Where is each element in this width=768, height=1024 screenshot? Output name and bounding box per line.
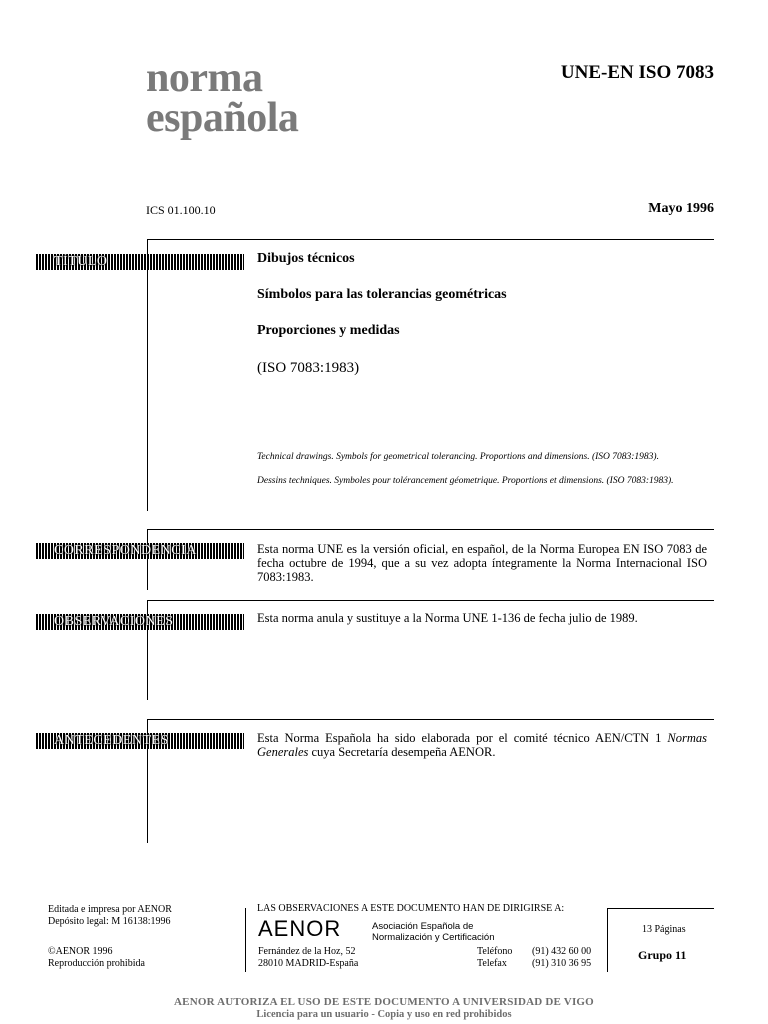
title-english: Technical drawings. Symbols for geometrical tolerancing. Proportions and dimensions. (ISO 7083:1983). [257, 452, 659, 462]
aenor-address [258, 946, 358, 970]
observaciones-text: Esta norma anula y sustituye a la Norma UNE 1-136 de fecha julio de 1989. [257, 611, 638, 625]
observations-heading: LAS OBSERVACIONES A ESTE DOCUMENTO HAN DE DIRIGIRSE A: [257, 903, 565, 914]
publication-date: Mayo 1996 [648, 201, 714, 216]
title-french: Dessins techniques. Symboles pour tolérancement géometrique. Proportions et dimensions. (ISO 7083:1983). [257, 476, 674, 486]
correspondencia-text: Esta norma UNE es la versión oficial, en español, de la Norma Europea EN ISO 7083 de fecha octubre de 1994, que a su vez adopta íntegramente la Norma Internacional ISO 7083:1983. [257, 542, 707, 584]
rule-correspondencia [147, 529, 714, 530]
deposito-legal: Depósito legal: M 16138:1996 [48, 916, 171, 927]
section-label-observaciones: OBSERVACIONES [36, 614, 244, 630]
license-notice-line-1: AENOR AUTORIZA EL USO DE ESTE DOCUMENTO A UNIVERSIDAD DE VIGO [174, 996, 594, 1008]
antecedentes-text-before: Esta Norma Española ha sido elaborada por el comité técnico AEN/CTN 1 [257, 731, 668, 745]
footer-box-top [607, 908, 714, 909]
iso-reference: (ISO 7083:1983) [257, 360, 360, 376]
section-label-correspondencia: CORRESPONDENCIA [36, 543, 244, 559]
fax-number: (91) 310 36 95 [532, 958, 592, 969]
standard-code: UNE-EN ISO 7083 [560, 62, 714, 83]
aenor-logo: AENOR [258, 916, 342, 941]
footer-copyright-info [48, 946, 145, 970]
footer-divider-left [245, 908, 246, 972]
rule-observaciones [147, 600, 714, 601]
reproduction-notice: Reproducción prohibida [48, 958, 145, 969]
rule-titulo [147, 239, 714, 240]
aenor-name-line-2: Normalización y Certificación [372, 932, 495, 943]
contact-labels [477, 946, 512, 970]
address-line-1: Fernández de la Hoz, 52 [258, 946, 356, 957]
page-count: 13 Páginas [642, 924, 686, 935]
brand-line-2: española [146, 95, 299, 141]
footer-divider-right [607, 908, 608, 972]
address-line-2: 28010 MADRID-España [258, 958, 359, 969]
aenor-full-name [372, 921, 494, 943]
rule-antecedentes [147, 719, 714, 720]
ics-code: ICS 01.100.10 [146, 203, 216, 217]
contact-numbers [532, 946, 591, 970]
license-notice-line-2: Licencia para un usuario - Copia y uso en red prohibidos [256, 1009, 512, 1020]
vrule-titulo [147, 239, 148, 511]
vrule-correspondencia [147, 529, 148, 590]
copyright: ©AENOR 1996 [48, 946, 113, 957]
aenor-name-line-1: Asociación Española de [372, 921, 474, 932]
footer-edition-info [48, 904, 172, 928]
section-label-antecedentes: ANTECEDENTES [36, 733, 244, 749]
phone-number: (91) 432 60 00 [532, 946, 592, 957]
title-line-2: Símbolos para las tolerancias geométricas [257, 287, 507, 302]
brand-logo-text [146, 55, 299, 141]
price-group: Grupo 11 [638, 948, 687, 962]
title-line-3: Proporciones y medidas [257, 323, 400, 338]
edited-by: Editada e impresa por AENOR [48, 904, 172, 915]
brand-line-1: norma [146, 55, 263, 101]
fax-label: Telefax [477, 958, 507, 969]
antecedentes-text [257, 731, 707, 759]
phone-label: Teléfono [477, 946, 513, 957]
antecedentes-committee-name: Normas Generales [257, 731, 707, 759]
title-line-1: Dibujos técnicos [257, 251, 355, 266]
antecedentes-text-after: cuya Secretaría desempeña AENOR. [308, 745, 496, 759]
section-label-titulo: TÍTULO [36, 254, 244, 270]
